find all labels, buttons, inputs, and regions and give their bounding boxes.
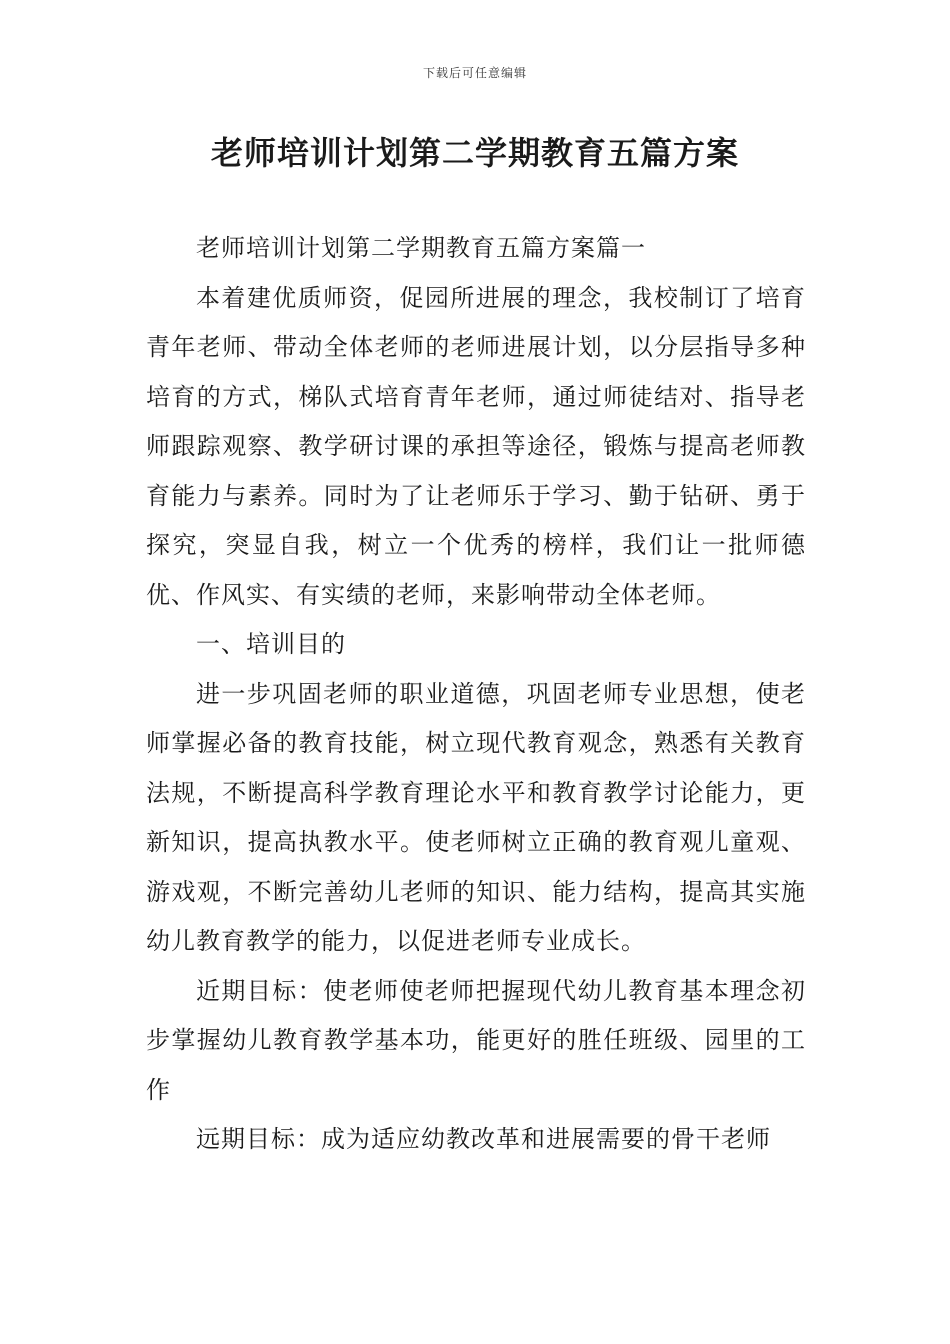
paragraph-short-term-goal: 近期目标：使老师使老师把握现代幼儿教育基本理念初步掌握幼儿教育教学基本功，能更好的胜任班级、园里的工作 bbox=[146, 976, 806, 1104]
document-body bbox=[146, 224, 806, 1165]
header-note: 下载后可任意编辑 bbox=[422, 66, 527, 80]
paragraph-long-term-goal: 远期目标：成为适应幼教改革和进展需要的骨干老师 bbox=[196, 1125, 771, 1153]
document-title: 老师培训计划第二学期教育五篇方案 bbox=[210, 134, 739, 172]
paragraph-training-purpose: 进一步巩固老师的职业道德，巩固老师专业思想，使老师掌握必备的教育技能，树立现代教育观念，熟悉有关教育法规，不断提高科学教育理论水平和教育教学讨论能力，更新知识，提高执教水平。使老师树立正确的教育观儿童观、游戏观，不断完善幼儿老师的知识、能力结构，提高其实施幼儿教育教学的能力，以促进老师专业成长。 bbox=[146, 679, 806, 955]
section-heading-training-purpose: 一、培训目的 bbox=[196, 630, 346, 658]
paragraph-introduction: 本着建优质师资，促园所进展的理念，我校制订了培育青年老师、带动全体老师的老师进展计划，以分层指导多种培育的方式，梯队式培育青年老师，通过师徒结对、指导老师跟踪观察、教学研讨课的承担等途径，锻炼与提高老师教育能力与素养。同时为了让老师乐于学习、勤于钻研、勇于探究，突显自我，树立一个优秀的榜样，我们让一批师德优、作风实、有实绩的老师，来影响带动全体老师。 bbox=[146, 283, 806, 609]
section-heading-part-one: 老师培训计划第二学期教育五篇方案篇一 bbox=[196, 234, 646, 262]
